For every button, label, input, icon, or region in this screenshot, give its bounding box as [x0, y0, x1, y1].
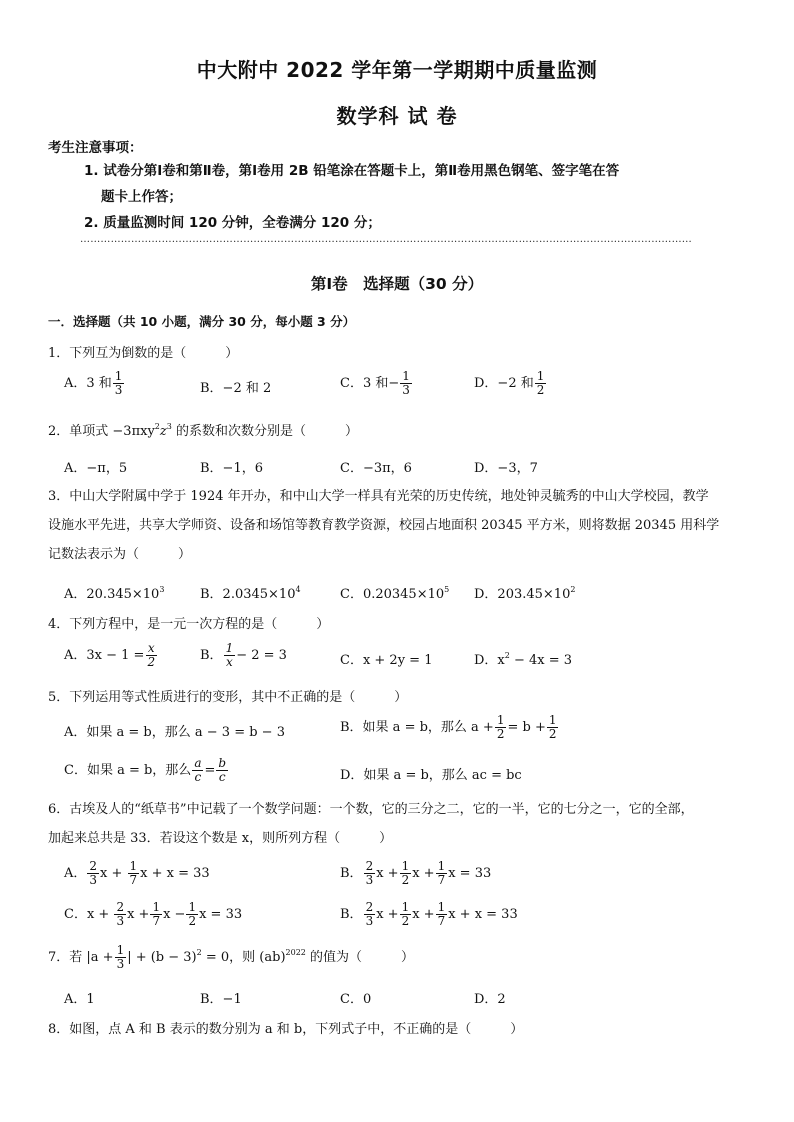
- numerator: 1: [437, 859, 446, 873]
- fraction: [128, 860, 140, 887]
- fraction: [186, 901, 198, 928]
- question-6-option-c[interactable]: C．x + $\frac{2}{3}$ x + $\frac{1}{7}$ x − $\frac{1}{2}$ x = 33: [64, 900, 243, 928]
- question-2-stem: [48, 420, 358, 439]
- fraction: [400, 370, 412, 397]
- fraction: [224, 642, 236, 669]
- question-2-option-d[interactable]: D．−3，7: [474, 461, 538, 476]
- question-6-stem: [48, 795, 750, 853]
- option-text: C．如果 a = b，那么: [64, 763, 192, 778]
- exponent: 2: [154, 422, 160, 431]
- question-3-option-d[interactable]: [474, 583, 575, 602]
- exam-subtitle: 数学科 试 卷: [336, 104, 458, 128]
- question-7-option-b[interactable]: B．−1: [200, 992, 242, 1007]
- numerator: a: [194, 756, 202, 770]
- numerator: b: [218, 756, 227, 770]
- question-7-option-c[interactable]: C．0: [340, 992, 372, 1007]
- option-text: B．: [200, 648, 223, 663]
- stem-text: | + (b − 3): [127, 950, 197, 965]
- question-1-option-b[interactable]: B．−2 和 2: [200, 381, 272, 396]
- option-text: A．: [64, 866, 87, 881]
- question-3-line-1: 3．中山大学附属中学于 1924 年开办，和中山大学一样具有光荣的历史传统，地处钟灵毓秀的中山大学校园，教学: [48, 489, 709, 504]
- notice-item-2: 2. 质量监测时间 120 分钟，全卷满分 120 分；: [84, 215, 381, 231]
- question-5-option-c[interactable]: [64, 757, 229, 784]
- numerator: 1: [437, 900, 446, 914]
- denominator: 7: [437, 914, 446, 928]
- stem-text: 7．若 |a +: [48, 950, 114, 965]
- stem-text: 2．单项式 −3πxy: [48, 424, 155, 439]
- fraction: [436, 901, 448, 928]
- question-1-option-d[interactable]: [474, 370, 547, 397]
- numerator: 2: [365, 859, 374, 873]
- denominator: 3: [89, 873, 98, 887]
- numerator: 1: [188, 900, 197, 914]
- option-text: B．: [340, 907, 363, 922]
- denominator: 2: [548, 727, 557, 741]
- fraction: [87, 860, 99, 887]
- exponent: 3: [159, 585, 165, 594]
- option-text: x = 33: [448, 866, 492, 881]
- question-4-option-a[interactable]: [64, 642, 158, 669]
- option-text: x = 33: [199, 907, 243, 922]
- fraction: [436, 860, 448, 887]
- option-text: x +: [100, 866, 127, 881]
- denominator: 7: [129, 873, 138, 887]
- notice-item-1-line-2: 题卡上作答；: [101, 189, 182, 205]
- variable: z: [159, 424, 167, 439]
- numerator: 1: [129, 859, 138, 873]
- denominator: 2: [401, 873, 410, 887]
- option-text: A．3x − 1 =: [64, 648, 145, 663]
- numerator: 1: [116, 943, 125, 957]
- notice-heading: 考生注意事项：: [48, 140, 143, 156]
- option-text: C．3 和−: [340, 376, 400, 391]
- option-text: = b +: [507, 720, 546, 735]
- numerator: 1: [536, 369, 545, 383]
- question-5-option-b[interactable]: [340, 714, 559, 741]
- stem-text: 的系数和次数分别是（ ）: [171, 424, 358, 439]
- numerator: 1: [402, 369, 410, 383]
- option-text: − 4x = 3: [509, 653, 573, 668]
- denominator: 2: [536, 383, 545, 397]
- question-7-option-a[interactable]: A．1: [64, 992, 95, 1007]
- denominator: 3: [365, 914, 374, 928]
- exponent: 2: [196, 948, 202, 957]
- question-1-option-c[interactable]: [340, 370, 413, 397]
- notice-item-1-line-1: 1. 试卷分第Ⅰ卷和第Ⅱ卷，第Ⅰ卷用 2B 铅笔涂在答题卡上，第Ⅱ卷用黑色钢笔、签字笔在答: [84, 163, 620, 179]
- question-3-line-3: 记数法表示为（ ）: [48, 547, 192, 562]
- option-text: D．203.45×10: [474, 587, 571, 602]
- fraction: [114, 901, 126, 928]
- fraction: [535, 370, 547, 397]
- fraction: [145, 642, 157, 669]
- question-7-option-d[interactable]: D．2: [474, 992, 506, 1007]
- question-5-option-d[interactable]: D．如果 a = b，那么 ac = bc: [340, 768, 522, 783]
- numerator: 2: [365, 900, 374, 914]
- numerator: 1: [225, 641, 234, 655]
- option-text: B．如果 a = b，那么 a +: [340, 720, 494, 735]
- question-6-option-d[interactable]: B． $\frac{2}{3}$ x + $\frac{1}{2}$ x + $\frac{1}{7}$ x + x = 33: [340, 900, 518, 928]
- denominator: 2: [496, 727, 505, 741]
- question-8-stem: 8．如图，点 A 和 B 表示的数分别为 a 和 b，下列式子中，不正确的是（ ）: [48, 1022, 524, 1037]
- option-text: A．20.345×10: [64, 587, 160, 602]
- option-text: C．x +: [64, 907, 114, 922]
- option-text: B．2.0345×10: [200, 587, 296, 602]
- exponent: 5: [444, 585, 450, 594]
- notice-item-1: [84, 158, 746, 210]
- question-1-stem: 1．下列互为倒数的是（ ）: [48, 346, 239, 361]
- denominator: c: [218, 770, 226, 784]
- fraction: [547, 714, 559, 741]
- dotted-separator: ………………………………………………………………………………………………………………………………………………………………: [80, 236, 692, 244]
- numerator: 2: [89, 859, 98, 873]
- fraction: [113, 370, 125, 397]
- denominator: 7: [152, 914, 161, 928]
- denominator: x: [225, 655, 233, 669]
- fraction: [115, 944, 127, 971]
- question-5-stem: 5．下列运用等式性质进行的变形，其中不正确的是（ ）: [48, 690, 408, 705]
- denominator: 3: [116, 914, 125, 928]
- option-text: A．3 和: [64, 376, 112, 391]
- option-text: D．x: [474, 653, 505, 668]
- exponent: 2022: [285, 948, 306, 957]
- denominator: 3: [365, 873, 374, 887]
- option-text: =: [204, 763, 216, 778]
- question-7-stem: [48, 944, 414, 971]
- question-4-option-b[interactable]: [200, 642, 287, 669]
- exponent: 2: [570, 585, 576, 594]
- denominator: 2: [401, 914, 410, 928]
- question-4-stem: 4．下列方程中，是一元一次方程的是（ ）: [48, 617, 330, 632]
- numerator: 2: [116, 900, 125, 914]
- option-text: x + x = 33: [140, 866, 210, 881]
- exam-title: 中大附中 2022 学年第一学期期中质量监测: [196, 58, 598, 82]
- section-subtitle: 一．选择题（共 10 小题，满分 30 分，每小题 3 分）: [48, 314, 356, 329]
- question-2-option-b[interactable]: B．−1，6: [200, 461, 263, 476]
- denominator: 2: [188, 914, 197, 928]
- question-6-option-b[interactable]: B． $\frac{2}{3}$ x + $\frac{1}{2}$ x + $\frac{1}{7}$ x = 33: [340, 859, 492, 887]
- option-text: D．−2 和: [474, 376, 534, 391]
- fraction: [495, 714, 507, 741]
- exponent: 2: [504, 651, 510, 660]
- question-3-option-c[interactable]: [340, 583, 449, 602]
- numerator: 1: [401, 859, 410, 873]
- question-5-option-a[interactable]: A．如果 a = b，那么 a − 3 = b − 3: [64, 725, 285, 740]
- section-title: 第Ⅰ卷 选择题（30 分）: [310, 275, 484, 293]
- denominator: c: [194, 770, 202, 784]
- question-3-line-2: 设施水平先进，共享大学师资、设备和场馆等教育教学资源，校园占地面积 20345 平方米，则将数据 20345 用科学: [48, 518, 720, 533]
- numerator: 1: [114, 369, 123, 383]
- numerator: 1: [152, 900, 161, 914]
- question-3-option-b[interactable]: [200, 583, 301, 602]
- option-text: C．0.20345×10: [340, 587, 445, 602]
- option-text: B．: [340, 866, 363, 881]
- fraction: [192, 757, 203, 784]
- denominator: 7: [437, 873, 446, 887]
- option-text: − 2 = 3: [236, 648, 287, 663]
- question-6-line-1: 6．古埃及人的“纸草书”中记载了一个数学问题：一个数，它的三分之二，它的一半，它的七分之一，它的全部，: [48, 802, 694, 817]
- numerator: x: [147, 641, 155, 655]
- question-2-option-c[interactable]: C．−3π，6: [340, 461, 412, 476]
- fraction: [400, 901, 412, 928]
- question-3-stem: [48, 482, 750, 569]
- numerator: 1: [496, 713, 505, 727]
- question-6-line-2: 加起来总共是 33．若设这个数是 x，则所列方程（ ）: [48, 831, 393, 846]
- question-4-option-d[interactable]: [474, 649, 572, 668]
- numerator: 1: [401, 900, 410, 914]
- question-2-option-a[interactable]: A．−π，5: [64, 461, 128, 476]
- fraction: [364, 901, 376, 928]
- denominator: 2: [147, 655, 156, 669]
- fraction: [216, 757, 228, 784]
- exponent: 3: [166, 422, 172, 431]
- question-1-option-a[interactable]: [64, 370, 125, 397]
- question-6-option-a[interactable]: [64, 860, 210, 887]
- question-4-option-c[interactable]: C．x + 2y = 1: [340, 653, 433, 668]
- question-3-option-a[interactable]: [64, 583, 164, 602]
- fraction: [364, 860, 376, 887]
- exponent: 4: [295, 585, 301, 594]
- denominator: 3: [402, 383, 410, 397]
- fraction: [150, 901, 162, 928]
- option-text: x + x = 33: [448, 907, 518, 922]
- fraction: [400, 860, 412, 887]
- denominator: 3: [114, 383, 123, 397]
- stem-text: 的值为（ ）: [305, 950, 415, 965]
- stem-text: = 0，则 (ab): [201, 950, 286, 965]
- numerator: 1: [548, 713, 557, 727]
- denominator: 3: [116, 957, 125, 971]
